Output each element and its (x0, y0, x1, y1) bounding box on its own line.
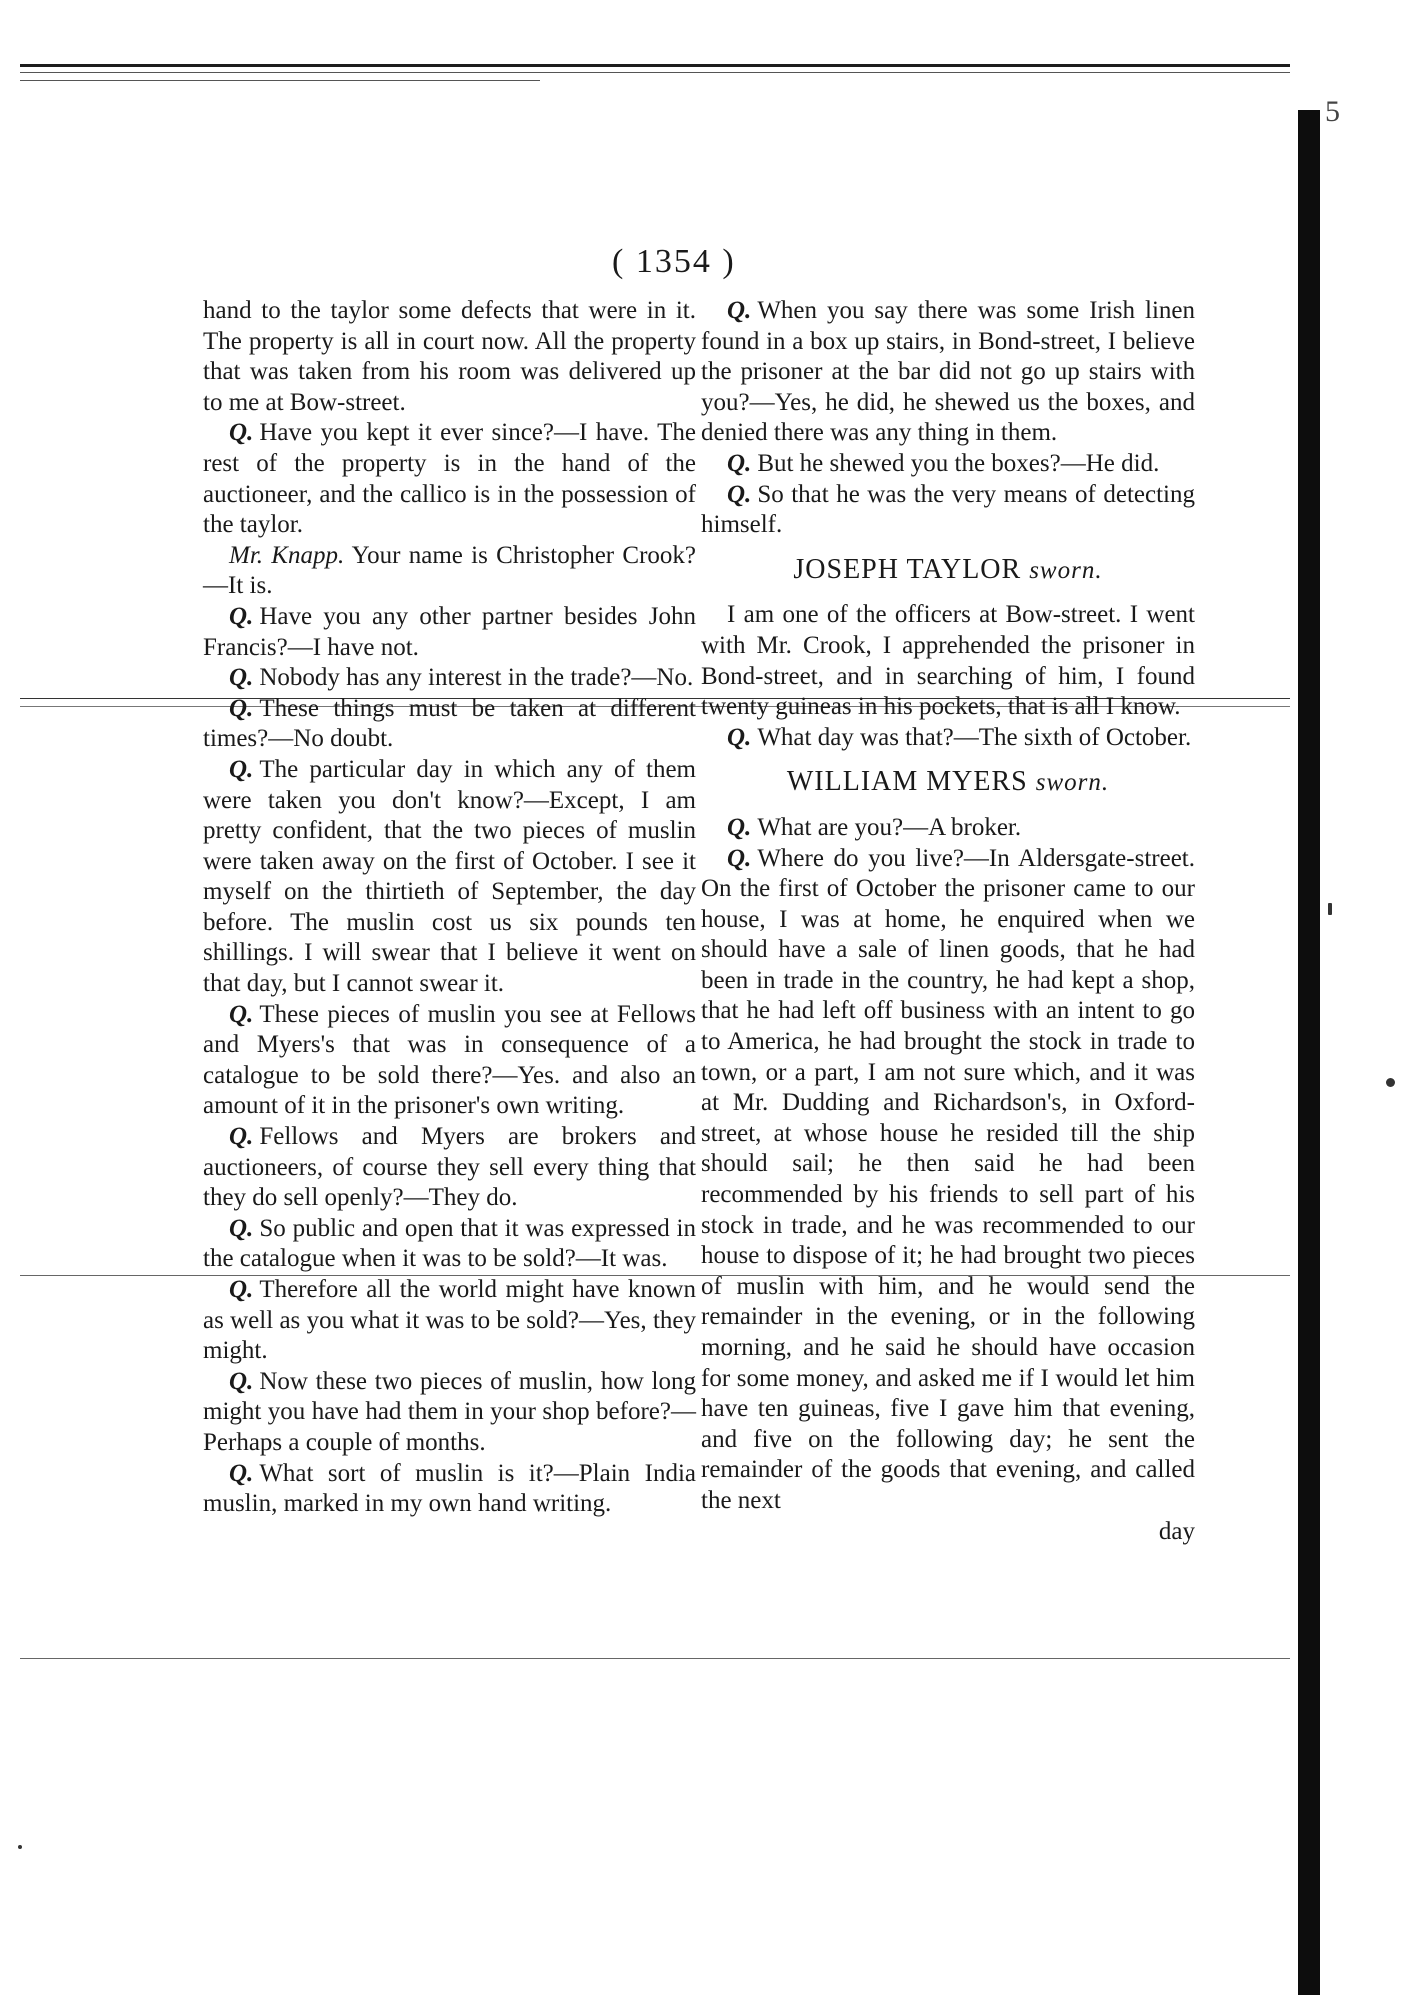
question-paragraph (203, 418, 696, 540)
speaker-paragraph (203, 541, 696, 602)
question-paragraph (203, 1122, 696, 1214)
paragraph-text: Fellows and Myers are brokers and auctioneers, of course they sell every thing that they do sell openly?—They do. (203, 1123, 696, 1212)
question-mark: Q. (727, 449, 752, 477)
paragraph-text: These things must be taken at different times?—No doubt. (203, 694, 696, 753)
sworn-label: sworn. (1029, 556, 1103, 584)
question-mark: Q. (229, 755, 254, 783)
paragraph-text: So that he was the very means of detecting himself. (701, 480, 1195, 539)
question-mark: Q. (727, 813, 752, 841)
paragraph-text: But he shewed you the boxes?—He did. (757, 449, 1160, 477)
paragraph-text: When you say there was some Irish linen found in a box up stairs, in Bond-street, I believe the prisoner at the bar did not go up stairs with you?—Yes, he did, he shewed us the boxes, and denied there was any thing in them. (701, 297, 1195, 447)
paragraph-text: What are you?—A broker. (757, 813, 1022, 841)
paragraph-text: Therefore all the world might have known as well as you what it was to be sold?—Yes, they might. (203, 1276, 696, 1365)
catchword: day (1158, 1517, 1195, 1545)
question-mark: Q. (229, 419, 254, 447)
corner-mark: 5 (1325, 95, 1340, 128)
speaker-name: Mr. Knapp. (229, 541, 345, 569)
question-paragraph (701, 844, 1195, 1517)
question-mark: Q. (229, 1276, 254, 1303)
speck (18, 1845, 22, 1849)
speck (1328, 903, 1332, 915)
witness-name: WILLIAM MYERS (786, 766, 1028, 798)
paragraph-text: The particular day in which any of them were taken you don't know?—Except, I am pretty confident, that the two pieces of muslin were taken away on the first of October. I see it myself on the thirtieth of September, the day before. The muslin cost us six pounds ten shillings. I will swear that I believe it went on that day, but I cannot swear it. (203, 755, 696, 998)
question-mark: Q. (727, 723, 752, 751)
paragraph-text: Now these two pieces of muslin, how long might you have had them in your shop before?—Perhaps a couple of months. (203, 1367, 696, 1456)
top-rule (20, 64, 1290, 67)
paragraph-text: So public and open that it was expressed in the catalogue when it was to be sold?—It was. (203, 1214, 696, 1273)
paragraph-text: These pieces of muslin you see at Fellows and Myers's that was in consequence of a catalogue to be sold there?—Yes. and also an amount of it in the prisoner's own writing. (203, 1000, 696, 1120)
witness-heading (701, 767, 1195, 799)
sworn-label: sworn. (1035, 769, 1110, 797)
paragraph: hand to the taylor some defects that were in it. The property is all in court now. All the property that was taken from his room was delivered up to me at Bow-street. (203, 297, 696, 416)
question-paragraph (701, 296, 1195, 449)
paragraph-text: Have you any other partner besides John Francis?—I have not. (203, 602, 696, 661)
question-mark: Q. (229, 1123, 254, 1151)
question-mark: Q. (229, 1214, 254, 1242)
paragraph: I am one of the officers at Bow-street. I went with Mr. Crook, I apprehended the prisoner in Bond-street, and in searching of him, I found twenty guineas in his pockets, that is all I know. (701, 601, 1195, 721)
scan-edge-bar (1298, 110, 1320, 1995)
paragraph-text: Your name is Christopher Crook?—It is. (203, 541, 696, 600)
paragraph-text: What sort of muslin is it?—Plain India muslin, marked in my own hand writing. (203, 1459, 696, 1518)
top-rule-secondary (20, 72, 1290, 73)
question-mark: Q. (229, 694, 254, 722)
question-mark: Q. (229, 1367, 254, 1395)
question-mark: Q. (229, 602, 254, 630)
right-column (701, 296, 1195, 1547)
question-paragraph (203, 1214, 696, 1275)
question-paragraph (701, 480, 1195, 541)
witness-heading (701, 555, 1195, 587)
question-paragraph (701, 813, 1195, 844)
scan-line (20, 1658, 1290, 1659)
question-paragraph (203, 1367, 696, 1459)
question-paragraph (203, 663, 696, 694)
top-rule-tertiary (20, 80, 540, 81)
question-paragraph (203, 1275, 696, 1367)
question-paragraph (701, 723, 1195, 754)
question-paragraph (203, 1459, 696, 1520)
paragraph-text: What day was that?—The sixth of October. (757, 723, 1192, 751)
question-paragraph (203, 1000, 696, 1122)
question-mark: Q. (229, 1000, 254, 1028)
paragraph-text: Have you kept it ever since?—I have. The rest of the property is in the hand of the auctioneer, and the callico is in the possession of the taylor. (203, 419, 696, 539)
witness-name: JOSEPH TAYLOR (793, 553, 1022, 585)
paragraph-text: Nobody has any interest in the trade?—No. (259, 664, 694, 692)
question-mark: Q. (229, 664, 254, 692)
speck (1386, 1078, 1395, 1087)
question-mark: Q. (727, 297, 752, 324)
question-mark: Q. (727, 480, 752, 508)
paragraph-text: Where do you live?—In Aldersgate-street. On the first of October the prisoner came to our house, I was at home, he enquired when we should have a sale of linen goods, that he had been in trade in the country, he had kept a shop, that he had left off business with an intent to go to America, he had brought the stock in trade to town, or a part, I am not sure which, and it was at Mr. Dudding and Richardson's, in Oxford-street, at whose house he resided till the ship should sail; he then said he had been recommended by his friends to sell part of his stock in trade, and he was recommended to our house to dispose of it; he had brought two pieces of muslin with him, and he would send the remainder in the evening, or in the following morning, and he said he should have occasion for some money, and asked me if I would let him have ten guineas, five I gave him that evening, and five on the following day; he sent the remainder of the goods that evening, and called the next (701, 844, 1195, 1514)
left-column (203, 296, 696, 1520)
question-paragraph (203, 602, 696, 663)
question-paragraph (701, 449, 1195, 480)
question-mark: Q. (727, 844, 752, 872)
page-number: ( 1354 ) (612, 243, 736, 280)
question-paragraph (203, 755, 696, 1000)
question-mark: Q. (229, 1459, 254, 1487)
question-paragraph (203, 694, 696, 755)
